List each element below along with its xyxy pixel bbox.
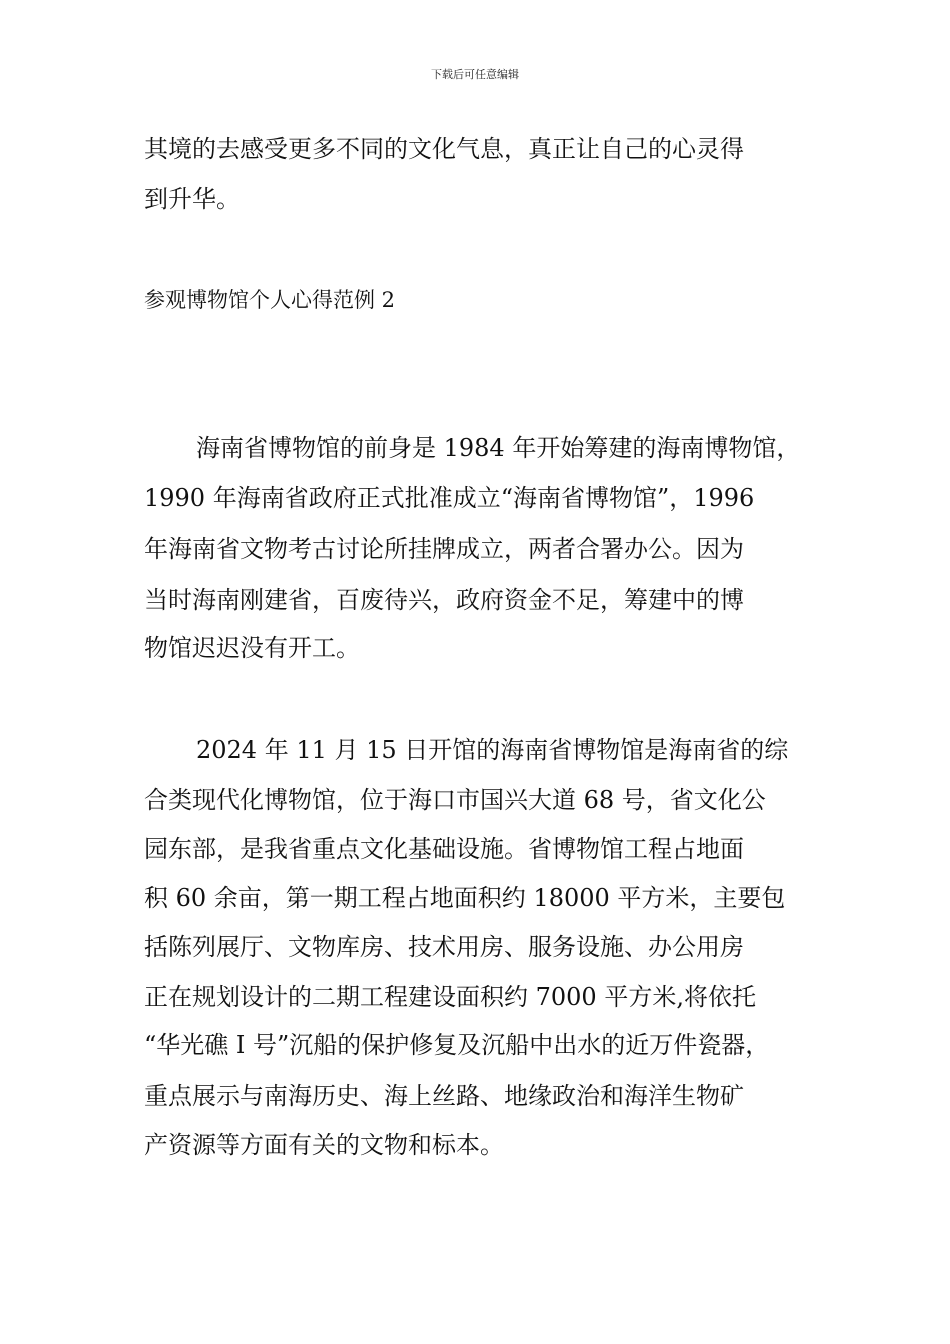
paragraph-line: 年海南省文物考古讨论所挂牌成立，两者合署办公。因为: [144, 535, 744, 563]
paragraph-line: 产资源等方面有关的文物和标本。: [144, 1131, 504, 1159]
page-header: 下载后可任意编辑: [431, 68, 519, 81]
paragraph-line: 合类现代化博物馆，位于海口市国兴大道 68 号，省文化公: [144, 786, 766, 814]
paragraph-line: 海南省博物馆的前身是 1984 年开始筹建的海南博物馆，: [196, 434, 801, 462]
paragraph-line: 物馆迟迟没有开工。: [144, 634, 360, 662]
continuation-line: 到升华。: [144, 185, 240, 213]
paragraph-line: 正在规划设计的二期工程建设面积约 7000 平方米,将依托: [144, 983, 756, 1011]
paragraph-line: 括陈列展厅、文物库房、技术用房、服务设施、办公用房: [144, 933, 744, 961]
paragraph-line: 园东部，是我省重点文化基础设施。省博物馆工程占地面: [144, 835, 744, 863]
paragraph-line: 当时海南刚建省，百废待兴，政府资金不足，筹建中的博: [144, 586, 744, 614]
paragraph-line: 2024 年 11 月 15 日开馆的海南省博物馆是海南省的综: [196, 736, 789, 764]
paragraph-line: “华光礁 I 号”沉船的保护修复及沉船中出水的近万件瓷器，: [144, 1031, 770, 1059]
section-title: 参观博物馆个人心得范例 2: [144, 288, 396, 312]
paragraph-line: 1990 年海南省政府正式批准成立“海南省博物馆”，1996: [144, 484, 755, 512]
paragraph-line: 重点展示与南海历史、海上丝路、地缘政治和海洋生物矿: [144, 1082, 744, 1110]
continuation-line: 其境的去感受更多不同的文化气息，真正让自己的心灵得: [144, 135, 744, 163]
paragraph-line: 积 60 余亩，第一期工程占地面积约 18000 平方米，主要包: [144, 884, 786, 912]
